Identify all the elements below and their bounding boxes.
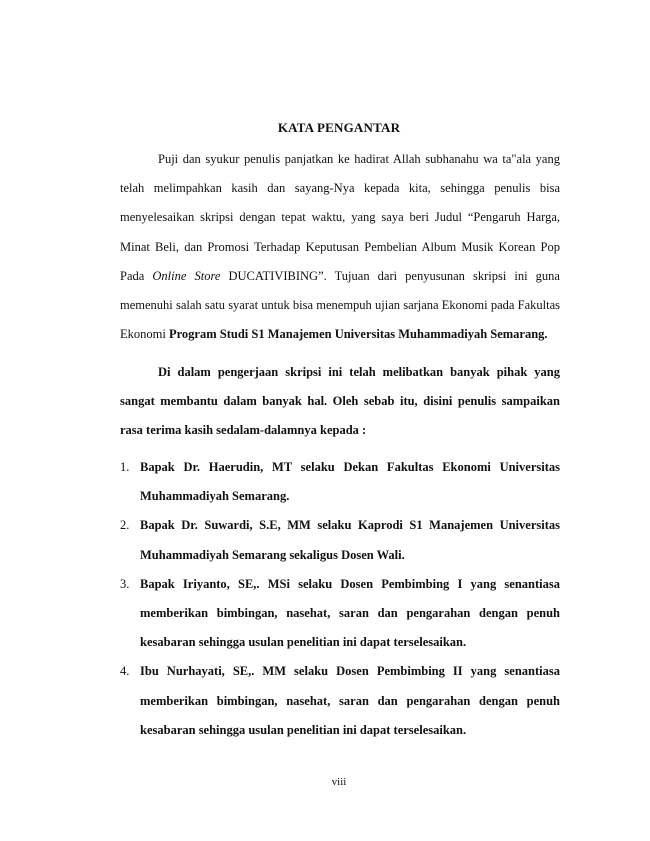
page-title: KATA PENGANTAR — [277, 120, 401, 135]
list-item-number: 4. — [120, 664, 130, 679]
list-item — [120, 511, 560, 569]
list-item-text: Bapak Dr. Haerudin, MT selaku Dekan Fakultas Ekonomi Universitas Muhammadiyah Semarang. — [140, 460, 560, 504]
intro-text-1: Puji dan syukur penulis panjatkan ke hadirat Allah subhanahu wa ta"ala yang telah melimpahkan kasih dan sayang-Nya kepada kita, sehingga penulis bisa menyelesaikan skripsi dengan tepat waktu, yang saya beri Judul “Pengaruh Harga, Minat Beli, dan Promosi Terhadap Keputusan Pembelian Album Musik Korean Pop Pada — [120, 152, 560, 283]
list-item-text: Ibu Nurhayati, SE,. MM selaku Dosen Pembimbing II yang senantiasa memberikan bimbingan, nasehat, saran dan pengarahan dengan penuh kesabaran sehingga usulan penelitian ini dapat terselesaikan. — [140, 664, 560, 737]
list-item-number: 3. — [120, 576, 130, 591]
list-item-text: Bapak Dr. Suwardi, S.E, MM selaku Kaprodi S1 Manajemen Universitas Muhammadiyah Semarang sekaligus Dosen Wali. — [140, 518, 560, 562]
intro-paragraph — [120, 145, 560, 349]
acknowledgement-list — [120, 453, 560, 745]
list-item-text: Bapak Iriyanto, SE,. MSi selaku Dosen Pembimbing I yang senantiasa memberikan bimbingan, nasehat, saran dan pengarahan dengan penuh kesabaran sehingga usulan penelitian ini dapat terselesaikan. — [140, 576, 560, 650]
thanks-paragraph: Di dalam pengerjaan skripsi ini telah melibatkan banyak pihak yang sangat membantu dalam banyak hal. Oleh sebab itu, disini penulis sampaikan rasa terima kasih sedalam-dalamnya kepada : — [120, 365, 560, 438]
page-number: viii — [331, 776, 347, 788]
list-item — [120, 657, 560, 745]
intro-italic-text: Online Store — [152, 268, 221, 283]
intro-bold-text: Program Studi S1 Manajemen Universitas Muhammadiyah Semarang. — [168, 327, 548, 342]
list-item-number: 2. — [120, 518, 130, 533]
list-item — [120, 570, 560, 658]
list-item-number: 1. — [120, 460, 130, 474]
intro-text-2: DUCATIVIBING”. Tujuan dari penyusunan skripsi ini guna memenuhi salah satu syarat untuk bisa menempuh ujian sarjana Ekonomi pada Fakultas Ekonomi — [120, 268, 560, 342]
list-item — [120, 453, 560, 511]
